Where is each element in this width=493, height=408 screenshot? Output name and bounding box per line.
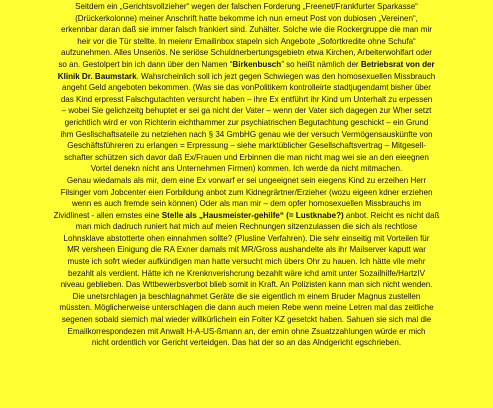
text-line <box>3 326 490 338</box>
text-run: Genau wiedamals als mir, dem eine Ex vorwarf er sei ungeeignet sein eiegens Kind zu erzeihen Herr <box>66 175 427 185</box>
text-line <box>3 152 490 164</box>
text-run: man mich dadruch runiert hat mich auf meien Rechnungen sitzenzulassen die sich als rechtlose <box>75 222 418 232</box>
text-run: müssten. Möglicherweise unterschlagen die dann auch meien Rebe wenn meine Letren mal das zeitliche <box>59 303 434 313</box>
text-run: so an. Gestolpert bin ich dann über den Namen “ <box>58 59 233 69</box>
text-line <box>3 221 490 233</box>
text-run: schafter schützen sich davor daß Ex/Frauen und Erbinnen die man nicht mag wei sie an den eieegnen <box>64 152 429 162</box>
text-line <box>3 36 490 48</box>
text-line <box>3 129 490 141</box>
text-line <box>3 175 490 187</box>
text-run: Filsinger vom Jobcenter eien Forbildung anbot zum Kidnegrärtner/Erzieher (wozu eigeen kdner erziehen <box>60 187 433 197</box>
text-line <box>3 47 490 59</box>
text-run: Vortel denekn nicht ans Unternehmen Firmen) kommen. Ich werde da nicht mitmachen. <box>90 164 403 174</box>
text-line <box>3 94 490 106</box>
text-line <box>3 24 490 36</box>
text-line <box>3 291 490 303</box>
text-line <box>3 210 490 222</box>
text-run: Die unetsrchlagen ja beschlagnahmet Geräte die sie eigentlich m einem Bruder Magnus zustellen <box>72 291 421 301</box>
text-run: gerichtlich wird er von Richterin eichthammer zur psychiatrischen Begutachtung geschickt – ein Grund <box>64 117 429 127</box>
text-line <box>3 163 490 175</box>
text-run: Geschäftsführeren zu erlangen = Erpressung – siehe marktüblicher Gesellschaftsvertrag – Mitgesell- <box>67 141 426 151</box>
text-run: . Wahsrcheinlich soll ich jezt gegen Schwiegen was den homosexuellen Missbrauch <box>136 71 436 81</box>
text-line <box>3 1 490 13</box>
text-run: anbot. Reicht es nicht daß <box>343 210 440 220</box>
text-line <box>3 279 490 291</box>
text-run: nicht ordentlich vor Gericht verteidgen. Das hat der so an das Alndgericht egschrieben. <box>91 338 402 348</box>
text-run: ” so heißt nämlich der <box>281 59 361 69</box>
text-run: Lohnsklave abstotterte ohen einnahmen sollte? (Plusline Verfahren). Die sehr einseitig mit Vorteilen für <box>63 233 430 243</box>
bold-text-run: Stelle als „Hausmeister-gehilfe“ (= Lustknabe?) <box>161 210 344 220</box>
text-line <box>3 13 490 25</box>
text-line <box>3 105 490 117</box>
text-line <box>3 59 490 71</box>
text-run: muste ich sofrt wieder aufkündigen man hatte versucht mich übers Ohr zu hauen. Ich hätte vile mehr <box>67 257 426 267</box>
text-line <box>3 244 490 256</box>
text-run: MR versheen Einigung die RA Exner damals mit MR/Gross aushandelte als ihr Mailserver kaputt war <box>67 245 426 255</box>
bold-text-run: Birkenbusch <box>232 59 282 69</box>
text-line <box>3 71 490 83</box>
text-line <box>3 302 490 314</box>
bold-text-run: Betriebsrat von der <box>360 59 435 69</box>
text-run: erkennbar daran daß sie immer falsch frankiert sind. Zuhälter. Solche wie die Rockergruppe die man mir <box>61 25 432 35</box>
text-run: Zividlinest - allen ernstes eine <box>53 210 162 220</box>
text-line <box>3 117 490 129</box>
text-line <box>3 187 490 199</box>
text-line <box>3 314 490 326</box>
text-run: – wobei Sie gelichzeitg behuptet er sei ga nicht der Vater – wenn der Vater sich dagegen zur Wher setzt <box>61 106 432 116</box>
text-line <box>3 198 490 210</box>
text-run: aufzunehmen. Alles Unseriös. Ne seriöse Schuldnerbertungsgebietn etwa Kirchen, Arbeiterwohlfart oder <box>61 48 432 58</box>
text-line <box>3 256 490 268</box>
text-run: Seitdem ein „Gerichtsvollzieher“ wegen der falschen Forderung „Freenet/Frankfurter Sparkasse“ <box>75 2 418 11</box>
text-line <box>3 140 490 152</box>
text-line <box>3 233 490 245</box>
text-run: wenn es auch fremde sein können) Oder als man mir – dem opfer homosexuellen Missbrauchs im <box>71 199 422 209</box>
bold-text-run: Klinik Dr. Baumstark <box>57 71 137 81</box>
text-run: bezahlt als verdient. Hätte ich ne Krenknverishcrung bezahlt wäre ichd amit unter Sozailhilfe/HartzIV <box>68 268 425 278</box>
text-run: Emailkorrespondezen mit Anwalt H-A-US-ßmann an, der emin ohne Zsuatzzahlungen würde er mich <box>67 326 426 336</box>
text-run: heir vor die Tür stellte. In meienr Emailinbox stapeln sich Angebote „Sofortkredite ohne Schufa“ <box>77 36 416 46</box>
text-run: angeht Geld angeboten bekommen. (Was sie das vonPolitikern kontrolleirte stadtjugendamt bisher über <box>62 83 431 93</box>
text-line <box>3 337 490 349</box>
text-run: ihm Gesllschaftsateile zu netziehen nach § 34 GmbHG genau wie der versuch Vermögensauskünfte von <box>60 129 433 139</box>
text-run: (Drückerkolonne) meiner Anschrift hatte bekomme ich nun erneut Post von dubiosen „Vereinen“, <box>75 13 418 23</box>
text-run: niveau geblieben. Das Wttbewerbsverbot blieb somit in Kraft. An Polizisten kann man sich nicht wenden. <box>60 280 433 290</box>
text-run: das Kind erpresst Falschgutachten versurcht haben – ihre Ex entführt ihr Kind um Unterhalt zu erpessen <box>60 94 433 104</box>
text-line <box>3 82 490 94</box>
text-run: segenen sobald siemich mal wieder willkürlichein ein Folter KZ gesetckt haben. Sahuen sie sich mal die <box>61 315 432 325</box>
text-line <box>3 268 490 280</box>
